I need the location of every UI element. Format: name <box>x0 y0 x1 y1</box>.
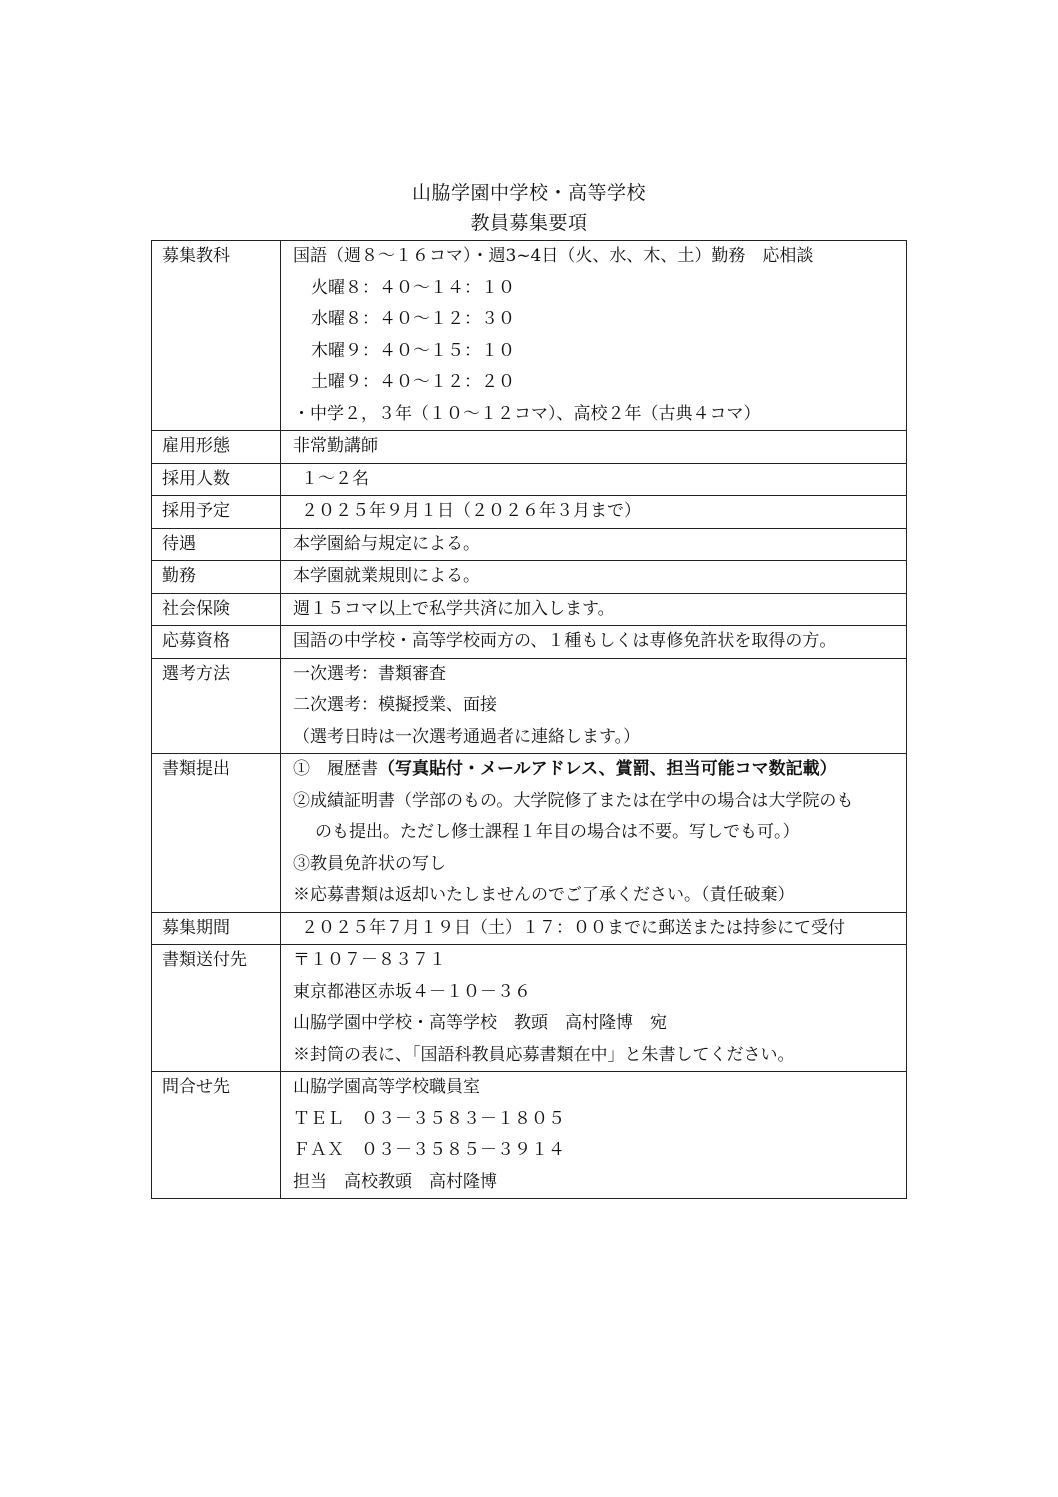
resume-label: ① 履歴書 <box>293 759 378 779</box>
row-label: 書類送付先 <box>162 950 247 970</box>
row-employment <box>152 431 907 464</box>
envelope-note: ※封筒の表に、「国語科教員応募書類在中」と朱書してください。 <box>293 1044 795 1065</box>
subject-summary: 国語（週８～１６コマ）・週3~4日（火、水、木、土）勤務 応相談 <box>293 246 814 266</box>
row-label: 問合せ先 <box>162 1077 230 1097</box>
document-header <box>0 178 1058 238</box>
recipient: 山脇学園中学校・高等学校 教頭 高村隆博 宛 <box>293 1013 667 1033</box>
subject-classes: ・中学２，３年（１０～１２コマ）、高校２年（古典４コマ） <box>293 403 761 424</box>
row-value: ２０２５年９月１日（２０２６年３月まで） <box>301 501 641 521</box>
row-value: ２０２５年７月１９日（土）１７：００までに郵送または持参にて受付 <box>301 917 845 938</box>
contact-office: 山脇学園高等学校職員室 <box>293 1077 480 1097</box>
contact-tel: ＴＥＬ ０３－３５８３－１８０５ <box>293 1108 565 1129</box>
row-value: 週１５コマ以上で私学共済に加入します。 <box>293 598 615 619</box>
contact-fax: ＦＡＸ ０３－３５８５－３９１４ <box>293 1140 565 1160</box>
row-label: 選考方法 <box>162 663 230 684</box>
document-title: 教員募集要項 <box>470 212 588 234</box>
selection-first: 一次選考：書類審査 <box>293 663 446 684</box>
selection-second: 二次選考：模擬授業、面接 <box>293 695 497 715</box>
resume-requirements: （写真貼付・メールアドレス、賞罰、担当可能コマ数記載） <box>378 759 837 779</box>
row-label: 書類提出 <box>162 759 230 779</box>
row-value: 本学園給与規定による。 <box>293 533 480 554</box>
row-schedule <box>152 496 907 529</box>
row-label: 募集教科 <box>152 241 281 431</box>
row-label: 応募資格 <box>162 631 230 651</box>
schedule-wednesday: 水曜８：４０～１２：３０ <box>311 309 515 329</box>
row-insurance <box>152 593 907 626</box>
row-value: 非常勤講師 <box>293 436 378 456</box>
row-contact <box>152 1072 907 1199</box>
row-label: 雇用形態 <box>162 436 230 456</box>
document-item-license: ③教員免許状の写し <box>293 853 446 874</box>
row-label: 勤務 <box>162 566 196 586</box>
street-address: 東京都港区赤坂４－１０－３６ <box>293 981 531 1002</box>
row-address <box>152 945 907 1072</box>
row-period <box>152 912 907 945</box>
row-treatment <box>152 528 907 561</box>
row-label: 待遇 <box>162 533 196 554</box>
selection-note: （選考日時は一次選考通過者に連絡します。） <box>293 726 641 747</box>
document-item-transcript: ②成績証明書（学部のもの。大学院修了または在学中の場合は大学院のも <box>293 790 854 811</box>
row-label: 募集期間 <box>162 917 230 938</box>
row-label: 社会保険 <box>162 598 230 619</box>
document-note: ※応募書類は返却いたしませんのでご了承ください。（責任破棄） <box>293 885 795 905</box>
recruitment-table <box>151 240 907 1199</box>
row-duty <box>152 561 907 594</box>
row-subject <box>152 241 907 431</box>
contact-person: 担当 高校教頭 高村隆博 <box>293 1171 497 1192</box>
row-label: 採用予定 <box>162 501 230 521</box>
postal-code: 〒１０７－８３７１ <box>293 950 446 970</box>
document-item-resume <box>293 754 906 786</box>
row-value: １～２名 <box>301 468 369 489</box>
row-value: 国語の中学校・高等学校両方の、１種もしくは専修免許状を取得の方。 <box>293 631 837 651</box>
schedule-tuesday: 火曜８：４０～１４：１０ <box>311 277 515 298</box>
row-count <box>152 463 907 496</box>
row-documents <box>152 754 907 913</box>
school-name: 山脇学園中学校・高等学校 <box>411 182 646 204</box>
row-value: 本学園就業規則による。 <box>293 566 480 586</box>
schedule-saturday: 土曜９：４０～１２：２０ <box>311 372 515 392</box>
schedule-thursday: 木曜９：４０～１５：１０ <box>311 340 515 361</box>
row-label: 採用人数 <box>162 468 230 489</box>
row-content <box>281 241 907 431</box>
row-qualification <box>152 626 907 659</box>
row-selection <box>152 658 907 754</box>
document-item-transcript-cont: のも提出。ただし修士課程１年目の場合は不要。写しでも可。） <box>315 822 800 842</box>
